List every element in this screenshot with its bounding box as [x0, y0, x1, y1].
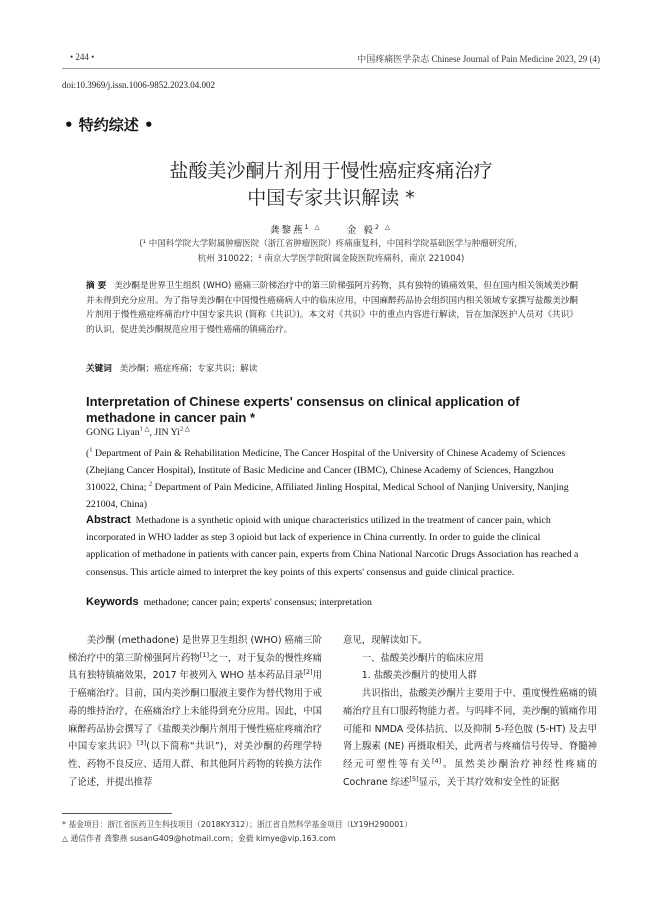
author-en-1-mark: 1 △ — [139, 425, 150, 433]
citation: [5] — [409, 774, 419, 783]
affiliation-en-open: ( — [86, 448, 90, 459]
title-zh-line1: 盐酸美沙酮片剂用于慢性癌症疼痛治疗 — [169, 160, 493, 182]
author-2: 金 毅 — [346, 225, 375, 236]
body-left-column — [68, 632, 322, 791]
body-text: 用于癌痛治疗。目前，国内美沙酮口服液主要作为替代物用于戒毒的维持治疗，在癌痛治疗上未能得到充分应用。因此，中国麻醉药品协会撰写了《盐酸美沙酮片剂用于慢性癌症疼痛治疗中国专家共识》 — [68, 670, 322, 753]
section-heading-2: 1. 盐酸美沙酮片的使用人群 — [361, 670, 477, 682]
body-text: 。虽然美沙酮治疗神经性疼痛的 Cochrane 综述 — [343, 758, 597, 788]
authors-en — [86, 427, 190, 438]
footnote-funding: * 基金项目：浙江省医药卫生科技项目（2018KY312）；浙江省自然科学基金项目（LY19H290001） — [62, 820, 412, 829]
affiliation-zh-line1: (¹ 中国科学院大学附属肿瘤医院（浙江省肿瘤医院）疼痛康复科，中国科学院基础医学与肿瘤研究所， — [139, 239, 523, 249]
affiliation-en-part2: Department of Pain Medicine, Affiliated Jinling Hospital, Medical School of Nanjing University, Nanjing 221004, China) — [86, 482, 569, 510]
abstract-en-text: Methadone is a synthetic opioid with unique characteristics utilized in the treatment of cancer pain, which incorporated in WHO ladder as step 3 opioid but lack of experience in China currently. In order to guide the clinical application of methadone in patients with cancer pain, experts from China National Narcotic Drugs Association has reached a consensus. This article aimed to interpret the key points of this experts' consensus and guide clinical practice. — [86, 515, 579, 578]
citation: [3] — [137, 739, 147, 748]
citation: [1] — [199, 650, 210, 659]
affiliation-en-sup1: 1 — [89, 446, 93, 454]
author-en-sep: , — [149, 427, 155, 438]
author-en-2: JIN Yi — [154, 427, 180, 438]
keywords-en-label: Keywords — [86, 596, 139, 608]
page-number: • 244 • — [70, 52, 95, 62]
section-label: • 特约综述 • — [64, 116, 154, 134]
body-continuation: 意见，现解读如下。 — [343, 635, 428, 646]
header-divider — [62, 68, 600, 69]
body-text: (以下简称“共识”)，对美沙酮的药理学特性、药物不良反应、适用人群、和其他阿片药物的转换方法作了论述，并提出推荐 — [68, 741, 322, 788]
keywords-en — [86, 596, 584, 608]
body-paragraph — [343, 685, 597, 791]
abstract-zh-text: 美沙酮是世界卫生组织 (WHO) 癌痛三阶梯治疗中的第三阶梯强阿片药物，具有独特的镇痛效果，但在国内相关领域美沙酮并未得到充分应用。为了指导美沙酮在中国慢性癌痛病人中的临床应用，中国麻醉药品协会组织国内相关领域专家撰写盐酸美沙酮片剂用于慢性癌症疼痛治疗中国专家共识 (简称《共识》)。本文对《共识》中的重点内容进行解读，旨在加深医护人员对《共识》的认识，促进美沙酮规范应用于慢性癌痛的镇痛治疗。 — [86, 281, 578, 335]
journal-header: 中国疼痛医学杂志 Chinese Journal of Pain Medicine 2023, 29 (4) — [357, 54, 600, 64]
author-2-mark: 2 △ — [374, 222, 393, 231]
abstract-en-label: Abstract — [86, 514, 131, 526]
body-right-column — [343, 632, 597, 791]
doi: doi:10.3969/j.issn.1006-9852.2023.04.002 — [62, 80, 216, 90]
author-en-1: GONG Liyan — [86, 427, 140, 438]
footnote-divider — [62, 813, 172, 814]
title-en: Interpretation of Chinese experts' consensus on clinical application of methadone in cancer pain * — [86, 394, 520, 425]
keywords-zh — [86, 362, 578, 374]
affiliation-en — [86, 445, 584, 513]
citation: [2] — [303, 668, 313, 677]
body-text: 美沙酮 (methadone) 是世界卫生组织 (WHO) 癌痛三阶梯治疗中的第三阶梯强阿片药物 — [68, 635, 322, 664]
author-1: 龚黎燕 — [269, 225, 305, 236]
abstract-zh-label: 摘 要 — [86, 281, 107, 291]
body-text: 共识指出，盐酸美沙酮片主要用于中、重度慢性癌痛的镇痛治疗且有口服药物能力者。与吗啡不同，美沙酮的镇痛作用可能和 NMDA 受体拮抗、以及抑制 5-羟色胺 (5-HT) 及去甲肾上腺素 (NE) 再摄取相关，此两者与疼痛信号传导、脊髓神经元可塑性等有关 — [343, 688, 597, 770]
citation: [4] — [432, 756, 442, 765]
author-1-mark: 1 △ — [304, 222, 322, 231]
authors-zh — [62, 222, 600, 236]
keywords-zh-text: 美沙酮；癌症疼痛；专家共识；解读 — [119, 364, 258, 374]
body-text: 之一，对于复杂的慢性疼痛具有独特镇痛效果，2017 年被列入 WHO 基本药品目录 — [68, 652, 322, 682]
affiliation-en-part1: Department of Pain & Rehabilitation Medicine, The Cancer Hospital of the University of Chinese Academy of Sciences (Zhejiang Cancer Hospital), Institute of Basic Medicine and Cancer (IBMC), Chinese Academy of Sciences, Hangzhou 310022, China; — [86, 448, 566, 493]
footnote-contact: △ 通信作者 龚黎燕 susanG409@hotmail.com；金毅 kimye@vip.163.com — [62, 834, 336, 843]
affiliation-zh-line2: 杭州 310022；² 南京大学医学院附属金陵医院疼痛科，南京 221004) — [197, 254, 465, 264]
keywords-zh-label: 关键词 — [86, 364, 112, 374]
section-heading-1: 一、盐酸美沙酮片的临床应用 — [361, 652, 484, 664]
body-paragraph — [68, 632, 322, 791]
abstract-zh — [86, 279, 578, 337]
affiliation-en-sup2: 2 — [148, 480, 153, 488]
author-en-2-mark: 2 △ — [179, 425, 190, 433]
title-zh-line2: 中国专家共识解读 * — [247, 187, 415, 209]
keywords-en-text: methadone; cancer pain; experts' consensus; interpretation — [143, 597, 372, 608]
body-text: 显示，关于其疗效和安全性的证据 — [418, 776, 560, 788]
abstract-en — [86, 512, 584, 581]
